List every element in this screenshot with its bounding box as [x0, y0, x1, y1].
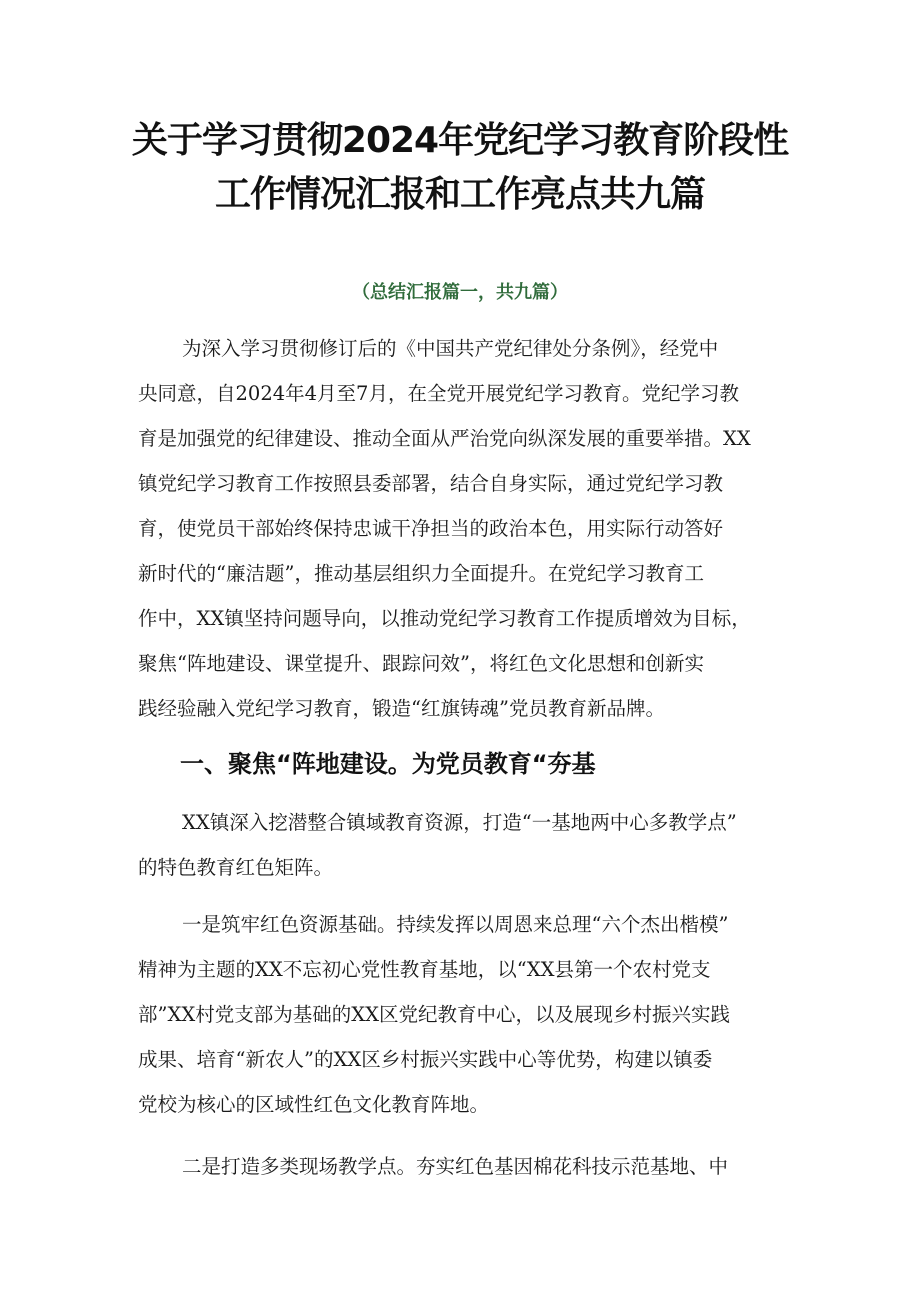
paragraph-line: 育，使党员干部始终保持忠诚干净担当的政治本色，用实际行动答好: [138, 517, 724, 540]
paragraph-line: 为深入学习贯彻修订后的《中国共产党纪律处分条例》，经党中: [182, 337, 719, 360]
paragraph-line: 的特色教育红色矩阵。: [138, 856, 334, 879]
section-1-heading: 一、聚焦“阵地建设。为党员教育“夯基: [180, 750, 596, 778]
paragraph-line: XX镇深入挖潜整合镇域教育资源，打造“一基地两中心多教学点”: [182, 811, 737, 834]
paragraph-1: [138, 326, 798, 731]
paragraph-line: 作中，XX镇坚持问题导向，以推动党纪学习教育工作提质增效为目标，: [138, 607, 751, 630]
paragraph-3: [138, 902, 798, 1127]
paragraph-line: 践经验融入党纪学习教育，锻造“红旗铸魂”党员教育新品牌。: [138, 697, 665, 720]
paragraph-line: 部”XX村党支部为基础的XX区党纪教育中心，以及展现乡村振兴实践: [138, 1003, 730, 1026]
paragraph-line: 央同意，自2024年4月至7月，在全党开展党纪学习教育。党纪学习教: [138, 382, 739, 405]
document-title-line-2: 工作情况汇报和工作亮点共九篇: [214, 174, 705, 215]
paragraph-line: 精神为主题的XX不忘初心党性教育基地，以“XX县第一个农村党支: [138, 958, 711, 981]
paragraph-2: [138, 800, 798, 890]
paragraph-line: 党校为核心的区域性红色文化教育阵地。: [138, 1093, 490, 1116]
paragraph-line: 成果、培育“新农人”的XX区乡村振兴实践中心等优势，构建以镇委: [138, 1048, 713, 1071]
paragraph-line: 一是筑牢红色资源基础。持续发挥以周恩来总理“六个杰出楷模”: [182, 913, 729, 936]
paragraph-line: 镇党纪学习教育工作按照县委部署，结合自身实际，通过党纪学习教: [138, 472, 724, 495]
document-title-line-1: 关于学习贯彻2024年党纪学习教育阶段性: [131, 120, 789, 161]
paragraph-4: [138, 1144, 798, 1189]
document-subtitle: （总结汇报篇一，共九篇）: [352, 282, 568, 303]
paragraph-line: 二是打造多类现场教学点。夯实红色基因棉花科技示范基地、中: [182, 1155, 729, 1178]
paragraph-line: 新时代的“廉洁题”，推动基层组织力全面提升。在党纪学习教育工: [138, 562, 704, 585]
paragraph-line: 育是加强党的纪律建设、推动全面从严治党向纵深发展的重要举措。XX: [138, 427, 751, 450]
paragraph-line: 聚焦“阵地建设、课堂提升、跟踪问效”，将红色文化思想和创新实: [138, 652, 704, 675]
